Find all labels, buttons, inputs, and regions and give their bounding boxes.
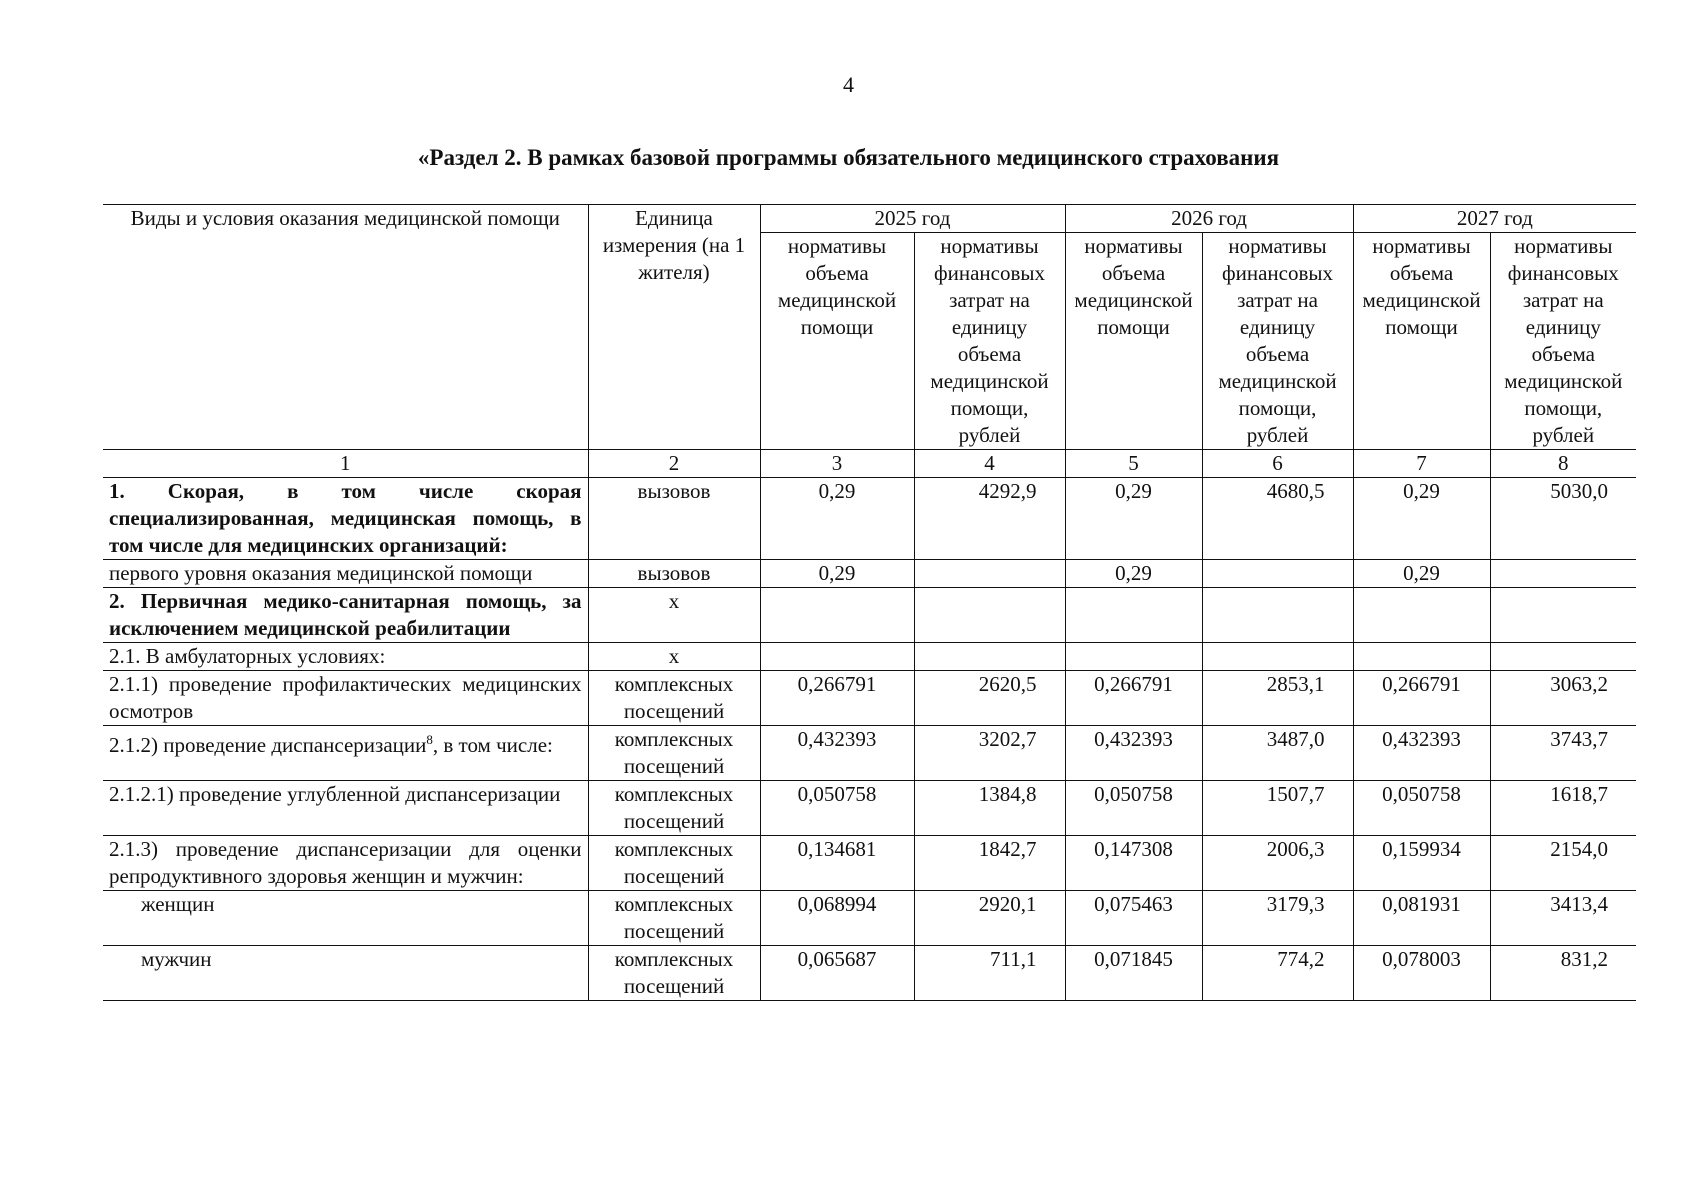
volume-norm-cell (1065, 588, 1202, 643)
row-label-text: 2.1.2) проведение диспансеризации (109, 733, 427, 757)
row-unit: х (588, 588, 760, 643)
row-unit: вызовов (588, 560, 760, 588)
cost-norm-cell: 3202,7 (914, 726, 1065, 781)
cost-norm-cell: 4292,9 (914, 478, 1065, 560)
table-row (103, 643, 1636, 671)
volume-norm-cell: 0,29 (1065, 560, 1202, 588)
row-unit: вызовов (588, 478, 760, 560)
cost-norm-cell (1490, 643, 1636, 671)
column-number: 2 (588, 450, 760, 478)
volume-norm-cell: 0,432393 (760, 726, 914, 781)
table-body (103, 478, 1636, 1001)
row-label-text: 2.1. В амбулаторных условиях: (109, 644, 386, 668)
volume-norm-cell (760, 588, 914, 643)
row-label (103, 560, 588, 588)
table-row (103, 891, 1636, 946)
volume-norm-cell: 0,134681 (760, 836, 914, 891)
cost-norm-cell: 2006,3 (1202, 836, 1353, 891)
cost-norm-cell: 1842,7 (914, 836, 1065, 891)
cost-norm-cell (1202, 560, 1353, 588)
column-number: 6 (1202, 450, 1353, 478)
row-unit: комплексных посещений (588, 946, 760, 1001)
table-row (103, 588, 1636, 643)
cost-norm-cell: 3743,7 (1490, 726, 1636, 781)
header-year-2026: 2026 год (1065, 205, 1353, 233)
cost-norm-cell (914, 588, 1065, 643)
header-year-2025: 2025 год (760, 205, 1065, 233)
volume-norm-cell: 0,071845 (1065, 946, 1202, 1001)
cost-norm-cell (1202, 588, 1353, 643)
table-row (103, 946, 1636, 1001)
volume-norm-cell: 0,266791 (760, 671, 914, 726)
volume-norm-cell: 0,29 (1065, 478, 1202, 560)
cost-norm-cell: 831,2 (1490, 946, 1636, 1001)
row-label (103, 781, 588, 836)
volume-norm-cell: 0,159934 (1353, 836, 1490, 891)
cost-norm-cell: 4680,5 (1202, 478, 1353, 560)
page-number: 4 (843, 72, 854, 97)
volume-norm-cell: 0,078003 (1353, 946, 1490, 1001)
section-title: «Раздел 2. В рамках базовой программы обязательного медицинского страхования (417, 145, 1280, 170)
volume-norm-cell: 0,432393 (1065, 726, 1202, 781)
volume-norm-cell: 0,29 (760, 478, 914, 560)
row-label (103, 478, 588, 560)
volume-norm-cell (1065, 643, 1202, 671)
header-volume-2027: нормативы объема медицинской помощи (1353, 233, 1490, 450)
volume-norm-cell: 0,266791 (1353, 671, 1490, 726)
table-row (103, 478, 1636, 560)
cost-norm-cell (1202, 643, 1353, 671)
header-row-column-numbers (103, 450, 1636, 478)
cost-norm-cell: 2154,0 (1490, 836, 1636, 891)
cost-norm-cell: 711,1 (914, 946, 1065, 1001)
volume-norm-cell: 0,081931 (1353, 891, 1490, 946)
table-row (103, 781, 1636, 836)
cost-norm-cell (1490, 588, 1636, 643)
volume-norm-cell: 0,266791 (1065, 671, 1202, 726)
cost-norm-cell: 774,2 (1202, 946, 1353, 1001)
row-unit: комплексных посещений (588, 891, 760, 946)
table-row (103, 560, 1636, 588)
volume-norm-cell: 0,29 (760, 560, 914, 588)
volume-norm-cell: 0,050758 (1353, 781, 1490, 836)
volume-norm-cell: 0,065687 (760, 946, 914, 1001)
column-number: 5 (1065, 450, 1202, 478)
header-cost-2025: нормативы финансовых затрат на единицу объема медицинской помощи, рублей (914, 233, 1065, 450)
row-label (103, 836, 588, 891)
cost-norm-cell: 1507,7 (1202, 781, 1353, 836)
volume-norm-cell: 0,075463 (1065, 891, 1202, 946)
cost-norm-cell: 3413,4 (1490, 891, 1636, 946)
volume-norm-cell: 0,050758 (760, 781, 914, 836)
row-label (103, 643, 588, 671)
cost-norm-cell: 2620,5 (914, 671, 1065, 726)
cost-norm-cell: 2920,1 (914, 891, 1065, 946)
row-label-text: первого уровня оказания медицинской помощи (109, 561, 533, 585)
column-number: 4 (914, 450, 1065, 478)
footnote-marker: 8 (426, 732, 433, 747)
header-type-of-care: Виды и условия оказания медицинской помощи (103, 205, 588, 450)
row-label (103, 891, 588, 946)
cost-norm-cell: 3063,2 (1490, 671, 1636, 726)
row-label (103, 588, 588, 643)
row-unit: комплексных посещений (588, 836, 760, 891)
row-unit: х (588, 643, 760, 671)
row-unit: комплексных посещений (588, 671, 760, 726)
volume-norm-cell: 0,29 (1353, 478, 1490, 560)
row-label-text: 1. Скорая, в том числе скорая специализированная, медицинская помощь, в том числе для медицинских организаций: (109, 479, 582, 557)
volume-norm-cell (1353, 643, 1490, 671)
volume-norm-cell: 0,147308 (1065, 836, 1202, 891)
header-volume-2025: нормативы объема медицинской помощи (760, 233, 914, 450)
row-label-text: 2.1.1) проведение профилактических медицинских осмотров (109, 672, 582, 723)
row-label-text: 2.1.2.1) проведение углубленной диспансеризации (109, 782, 561, 806)
row-unit: комплексных посещений (588, 726, 760, 781)
row-label (103, 726, 588, 781)
volume-norm-cell: 0,432393 (1353, 726, 1490, 781)
header-year-2027: 2027 год (1353, 205, 1636, 233)
row-unit: комплексных посещений (588, 781, 760, 836)
cost-norm-cell: 3487,0 (1202, 726, 1353, 781)
row-label-text: мужчин (141, 947, 212, 971)
table-row (103, 836, 1636, 891)
volume-norm-cell (760, 643, 914, 671)
header-cost-2026: нормативы финансовых затрат на единицу объема медицинской помощи, рублей (1202, 233, 1353, 450)
header-cost-2027: нормативы финансовых затрат на единицу объема медицинской помощи, рублей (1490, 233, 1636, 450)
cost-norm-cell: 5030,0 (1490, 478, 1636, 560)
row-label (103, 946, 588, 1001)
volume-norm-cell: 0,068994 (760, 891, 914, 946)
volume-norm-cell (1353, 588, 1490, 643)
row-label-text: женщин (141, 892, 215, 916)
row-label-tail: , в том числе: (432, 733, 553, 757)
column-number: 8 (1490, 450, 1636, 478)
row-label (103, 671, 588, 726)
cost-norm-cell: 1384,8 (914, 781, 1065, 836)
table-row (103, 671, 1636, 726)
header-row-years (103, 205, 1636, 233)
cost-norm-cell: 1618,7 (1490, 781, 1636, 836)
header-unit: Единица измерения (на 1 жителя) (588, 205, 760, 450)
medical-care-norms-table (103, 204, 1636, 1001)
cost-norm-cell (914, 560, 1065, 588)
cost-norm-cell (914, 643, 1065, 671)
header-volume-2026: нормативы объема медицинской помощи (1065, 233, 1202, 450)
volume-norm-cell: 0,050758 (1065, 781, 1202, 836)
row-label-text: 2. Первичная медико-санитарная помощь, за исключением медицинской реабилитации (109, 589, 582, 640)
cost-norm-cell (1490, 560, 1636, 588)
row-label-text: 2.1.3) проведение диспансеризации для оценки репродуктивного здоровья женщин и мужчин: (109, 837, 582, 888)
volume-norm-cell: 0,29 (1353, 560, 1490, 588)
column-number: 1 (103, 450, 588, 478)
cost-norm-cell: 3179,3 (1202, 891, 1353, 946)
table-row (103, 726, 1636, 781)
column-number: 7 (1353, 450, 1490, 478)
column-number: 3 (760, 450, 914, 478)
cost-norm-cell: 2853,1 (1202, 671, 1353, 726)
